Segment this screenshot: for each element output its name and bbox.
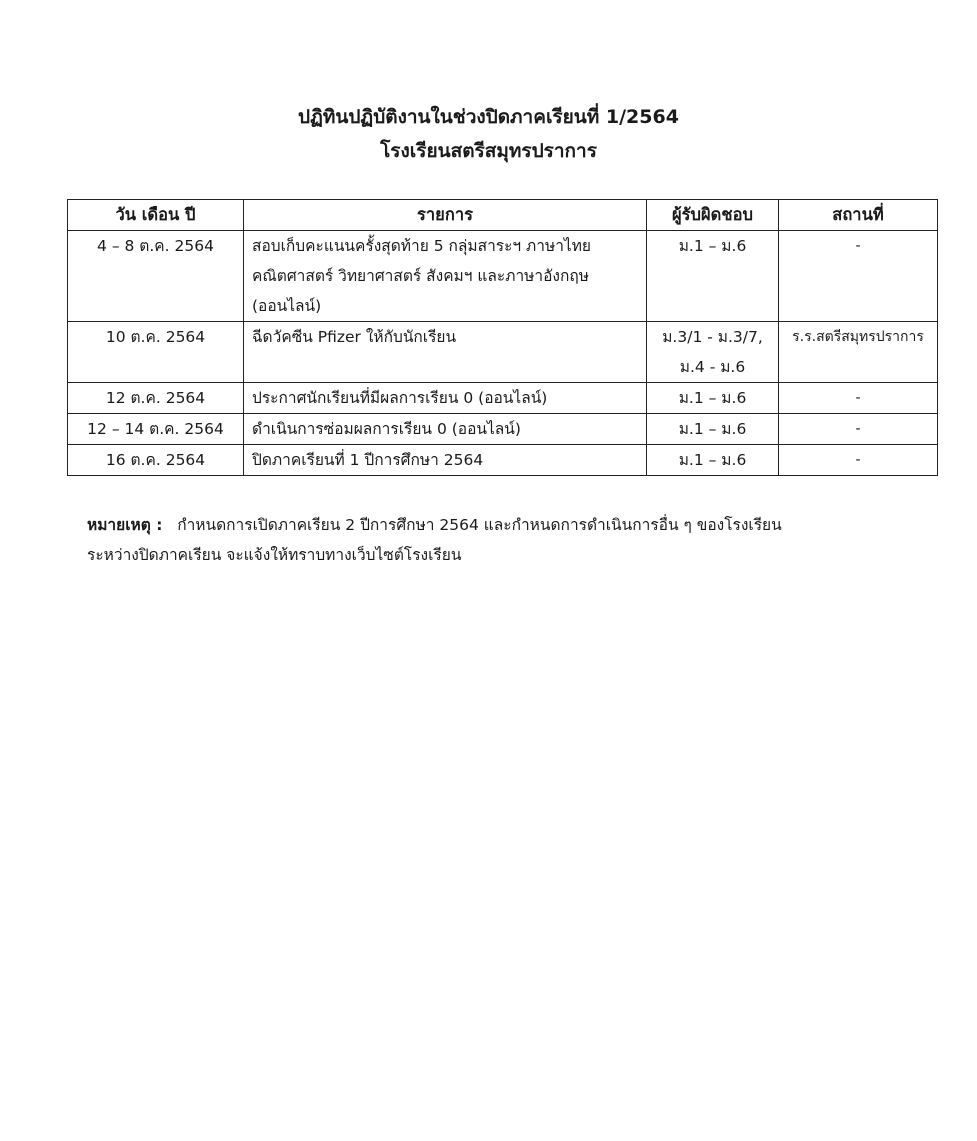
footnote-text-1: กำหนดการเปิดภาคเรียน 2 ปีการศึกษา 2564 และกำหนดการดำเนินการอื่น ๆ ของโรงเรียน xyxy=(177,516,782,534)
cell-responsible xyxy=(647,322,779,383)
cell-item xyxy=(244,231,647,322)
cell-place: - xyxy=(779,445,938,476)
cell-date: 12 – 14 ต.ค. 2564 xyxy=(68,414,244,445)
responsible-line: ม.3/1 - ม.3/7, xyxy=(662,328,763,346)
responsible-line: ม.1 – ม.6 xyxy=(678,389,747,407)
cell-place: - xyxy=(779,231,938,322)
table-row xyxy=(68,383,938,414)
title-line-1: ปฏิทินปฏิบัติงานในช่วงปิดภาคเรียนที่ 1/2564 xyxy=(298,106,679,128)
responsible-line: ม.4 - ม.6 xyxy=(679,358,746,376)
cell-responsible xyxy=(647,383,779,414)
title-line-2: โรงเรียนสตรีสมุทรปราการ xyxy=(380,140,597,162)
table-row xyxy=(68,414,938,445)
column-header-item: รายการ xyxy=(244,200,647,231)
responsible-line: ม.1 – ม.6 xyxy=(678,237,747,255)
column-header-place: สถานที่ xyxy=(779,200,938,231)
cell-responsible xyxy=(647,231,779,322)
cell-place: - xyxy=(779,414,938,445)
table-row xyxy=(68,231,938,322)
cell-place: - xyxy=(779,383,938,414)
footnote-text-2: ระหว่างปิดภาคเรียน จะแจ้งให้ทราบทางเว็บไซต์โรงเรียน xyxy=(87,546,462,564)
page-title xyxy=(0,100,977,168)
cell-date: 12 ต.ค. 2564 xyxy=(68,383,244,414)
cell-date: 4 – 8 ต.ค. 2564 xyxy=(68,231,244,322)
table-row xyxy=(68,445,938,476)
schedule-table xyxy=(67,199,938,476)
item-line: ประกาศนักเรียนที่มีผลการเรียน 0 (ออนไลน์) xyxy=(252,389,548,407)
column-header-date: วัน เดือน ปี xyxy=(68,200,244,231)
cell-item xyxy=(244,414,647,445)
table-header-row xyxy=(68,200,938,231)
item-line: คณิตศาสตร์ วิทยาศาสตร์ สังคมฯ และภาษาอังกฤษ xyxy=(252,267,589,285)
responsible-line: ม.1 – ม.6 xyxy=(678,451,747,469)
footnote xyxy=(87,510,927,570)
table-row xyxy=(68,322,938,383)
cell-item xyxy=(244,445,647,476)
cell-responsible xyxy=(647,445,779,476)
item-line: ฉีดวัคซีน Pfizer ให้กับนักเรียน xyxy=(252,328,457,346)
cell-place: ร.ร.สตรีสมุทรปราการ xyxy=(779,322,938,383)
item-line: สอบเก็บคะแนนครั้งสุดท้าย 5 กลุ่มสาระฯ ภาษาไทย xyxy=(252,237,591,255)
responsible-line: ม.1 – ม.6 xyxy=(678,420,747,438)
cell-date: 16 ต.ค. 2564 xyxy=(68,445,244,476)
item-line: ดำเนินการซ่อมผลการเรียน 0 (ออนไลน์) xyxy=(252,420,521,438)
footnote-line-1 xyxy=(87,510,927,540)
footnote-label: หมายเหตุ : xyxy=(87,516,163,534)
cell-date: 10 ต.ค. 2564 xyxy=(68,322,244,383)
column-header-responsible: ผู้รับผิดชอบ xyxy=(647,200,779,231)
cell-responsible xyxy=(647,414,779,445)
cell-item xyxy=(244,322,647,383)
item-line: ปิดภาคเรียนที่ 1 ปีการศึกษา 2564 xyxy=(252,451,484,469)
cell-item xyxy=(244,383,647,414)
item-line: (ออนไลน์) xyxy=(252,297,322,315)
